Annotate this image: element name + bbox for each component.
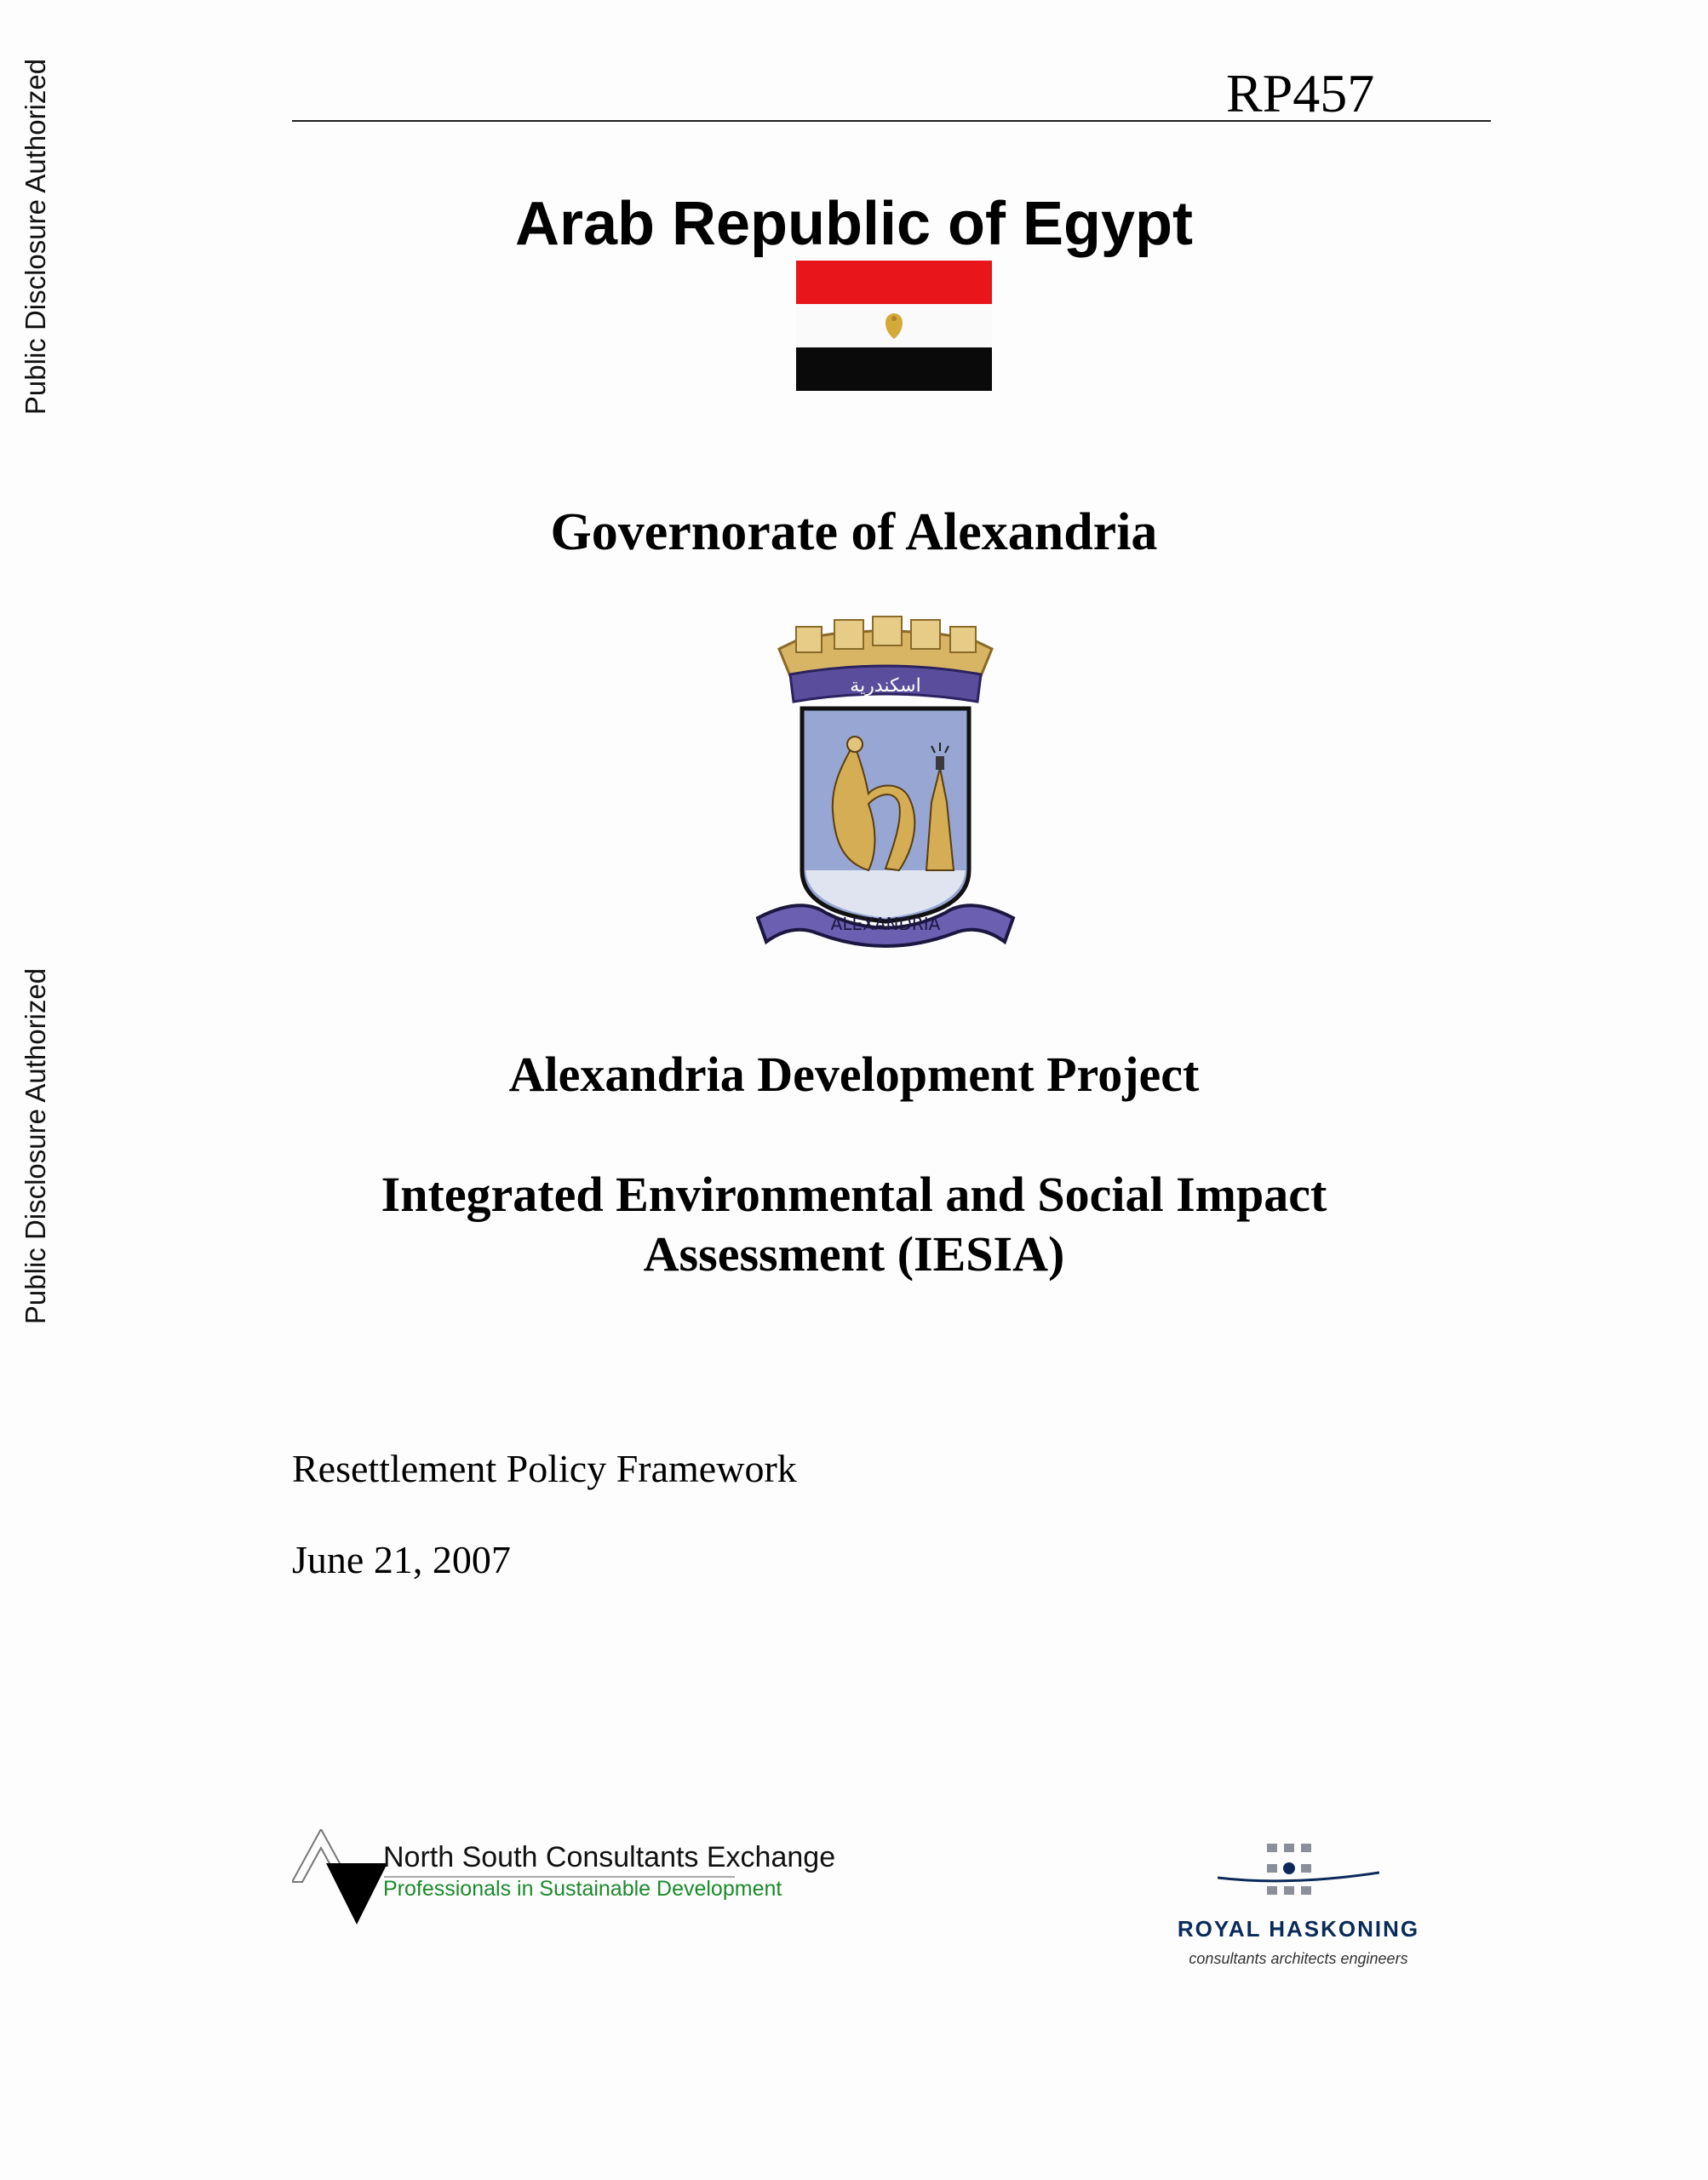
document-date: June 21, 2007 bbox=[292, 1538, 511, 1581]
reference-code: RP457 bbox=[1226, 63, 1375, 123]
governorate-title: Governorate of Alexandria bbox=[550, 503, 1158, 561]
country-title: Arab Republic of Egypt bbox=[514, 190, 1194, 258]
document-type: Resettlement Policy Framework bbox=[292, 1447, 797, 1490]
royal-haskoning-logo-icon bbox=[1218, 1844, 1379, 1903]
side-stamp-top: Public Disclosure Authorized bbox=[20, 58, 51, 416]
emblem-arabic-text: اسكندرية bbox=[850, 675, 921, 697]
project-title: Alexandria Development Project bbox=[508, 1047, 1200, 1102]
royal-haskoning-tagline: consultants architects engineers bbox=[1189, 1950, 1408, 1967]
egypt-flag bbox=[796, 261, 992, 391]
flag-black-band bbox=[796, 347, 992, 391]
assessment-title-line-1: Integrated Environmental and Social Impact bbox=[381, 1167, 1327, 1222]
alexandria-emblem bbox=[749, 615, 1022, 955]
flag-red-band bbox=[796, 261, 992, 304]
flag-white-band bbox=[796, 304, 992, 347]
emblem-banner-text: ALEXANDRIA bbox=[830, 914, 941, 934]
header-rule bbox=[292, 120, 1491, 122]
royal-haskoning-name: ROYAL HASKONING bbox=[1177, 1916, 1420, 1942]
eagle-icon bbox=[880, 311, 908, 341]
assessment-title-line-2: Assessment (IESIA) bbox=[643, 1226, 1065, 1282]
side-stamp-bottom: Public Disclosure Authorized bbox=[20, 967, 51, 1325]
nsce-tagline: Professionals in Sustainable Development bbox=[383, 1877, 782, 1901]
assessment-title bbox=[0, 1165, 1708, 1284]
nsce-name: North South Consultants Exchange bbox=[383, 1841, 836, 1873]
